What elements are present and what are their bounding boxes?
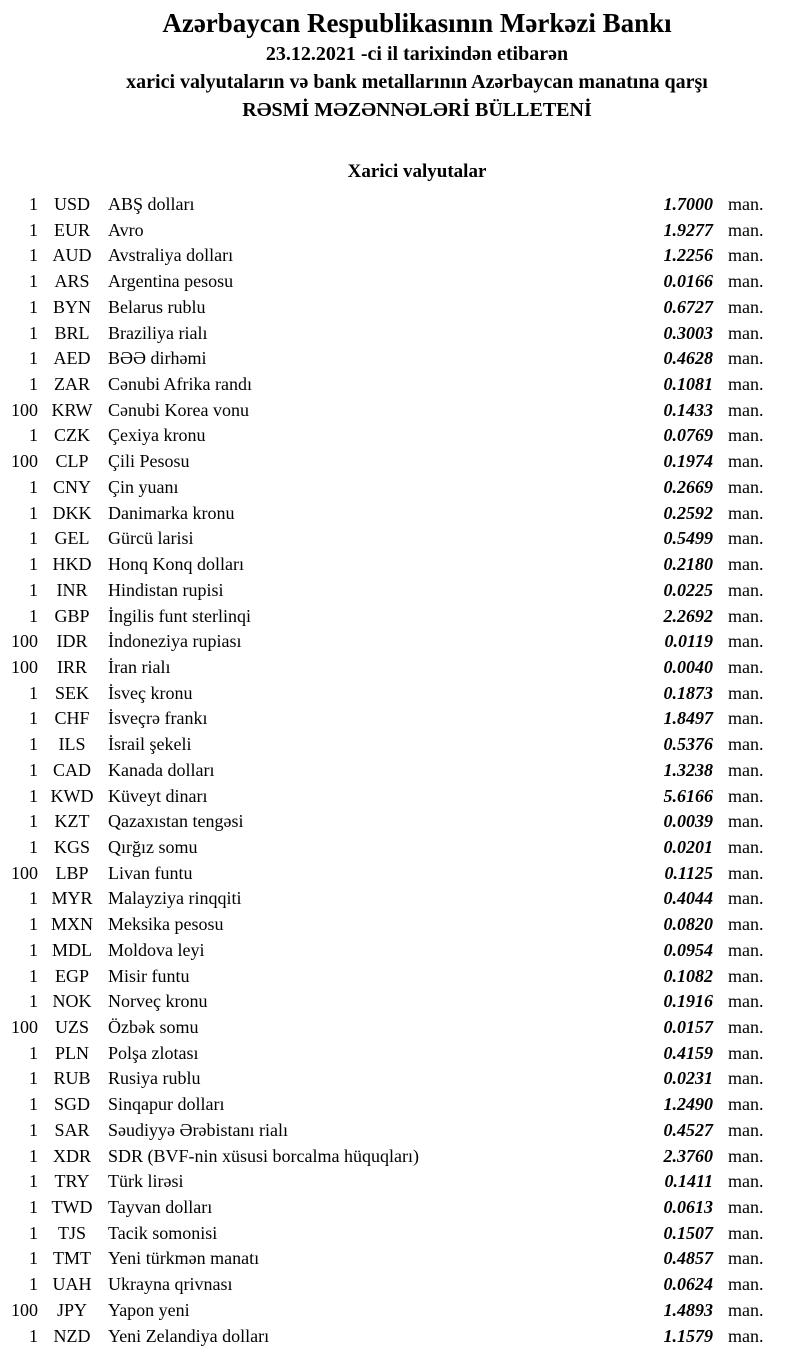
currency-name: Yeni Zelandiya dolları: [108, 1325, 270, 1346]
nominal-value: 1: [29, 682, 38, 703]
currency-name: Polşa zlotası: [108, 1042, 199, 1063]
nominal-value: 1: [29, 836, 38, 857]
rate-unit: man.: [728, 399, 764, 420]
nominal-value: 100: [11, 1017, 38, 1037]
rate-value: 0.0201: [663, 836, 713, 857]
nominal-value: 1: [29, 579, 38, 600]
currency-code: SAR: [54, 1119, 90, 1140]
rate-row: [0, 552, 800, 578]
rate-value: 1.8497: [663, 708, 713, 729]
currency-code: USD: [53, 194, 90, 214]
currency-name: Avstraliya dolları: [108, 245, 234, 266]
currency-name: Tayvan dolları: [108, 1197, 213, 1218]
nominal-value: 1: [29, 374, 38, 395]
rate-value: 0.0769: [663, 425, 713, 446]
nominal-value: 1: [29, 1325, 38, 1346]
rate-unit: man.: [728, 656, 764, 677]
rate-unit: man.: [728, 708, 764, 729]
rate-row: [0, 218, 800, 244]
currency-code: NOK: [52, 991, 92, 1012]
rate-unit: man.: [728, 1042, 764, 1063]
currency-code: BYN: [52, 296, 91, 317]
currency-name: Norveç kronu: [108, 991, 208, 1012]
rate-value: 0.4527: [663, 1119, 713, 1140]
rate-value: 1.2256: [663, 245, 713, 266]
currency-code: KRW: [51, 399, 93, 420]
currency-code: ILS: [58, 734, 86, 755]
currency-code: TWD: [51, 1197, 93, 1218]
rate-unit: man.: [728, 836, 764, 857]
nominal-value: 1: [29, 322, 38, 343]
nominal-value: 1: [29, 425, 38, 446]
rate-row: [0, 989, 800, 1015]
currency-code: CLP: [55, 451, 89, 472]
currency-code: CZK: [54, 425, 90, 446]
rate-row: [0, 243, 800, 269]
rate-row: [0, 1041, 800, 1067]
rate-value: 0.0954: [663, 939, 713, 960]
currency-name: ABŞ dolları: [108, 194, 195, 214]
rate-row: [0, 372, 800, 398]
nominal-value: 1: [29, 914, 38, 935]
rate-unit: man.: [728, 322, 764, 343]
rate-row: [0, 861, 800, 887]
nominal-value: 100: [11, 451, 38, 472]
rate-unit: man.: [728, 554, 764, 575]
rate-value: 0.4044: [663, 888, 713, 909]
currency-name: Hindistan rupisi: [108, 579, 224, 600]
bank-title: Azərbaycan Respublikasının Mərkəzi Bankı: [162, 8, 672, 38]
rate-unit: man.: [728, 1119, 764, 1140]
currency-name: Kanada dolları: [108, 759, 215, 780]
currency-name: Meksika pesosu: [108, 914, 224, 935]
rate-unit: man.: [728, 1299, 764, 1320]
rate-value: 0.0613: [663, 1197, 713, 1218]
rate-value: 0.0039: [663, 811, 713, 832]
rate-row: [0, 269, 800, 295]
currency-name: SDR (BVF-nin xüsusi borcalma hüquqları): [108, 1145, 419, 1166]
currency-name: İsveçrə frankı: [108, 708, 208, 729]
currency-code: KZT: [54, 811, 90, 832]
nominal-value: 1: [29, 194, 38, 214]
nominal-value: 100: [11, 631, 38, 652]
currency-code: KGS: [53, 836, 90, 857]
currency-code: CAD: [52, 759, 91, 780]
nominal-value: 1: [29, 1068, 38, 1089]
currency-name: Sinqapur dolları: [108, 1094, 225, 1115]
currency-code: CNY: [52, 476, 91, 497]
rate-row: [0, 1118, 800, 1144]
rate-row: [0, 192, 800, 218]
rate-row: [0, 784, 800, 810]
rate-value: 0.1916: [663, 991, 713, 1012]
rate-row: [0, 732, 800, 758]
rate-value: 0.1081: [663, 374, 713, 395]
rate-unit: man.: [728, 1094, 764, 1115]
currency-name: Belarus rublu: [108, 296, 206, 317]
currency-code: AUD: [52, 245, 92, 266]
document-header: [0, 0, 800, 124]
rate-value: 0.6727: [663, 296, 713, 317]
rate-row: [0, 321, 800, 347]
rate-value: 0.1125: [664, 862, 713, 883]
nominal-value: 1: [29, 1222, 38, 1243]
currency-name: Yapon yeni: [108, 1299, 190, 1320]
nominal-value: 1: [29, 759, 38, 780]
nominal-value: 1: [29, 785, 38, 806]
currency-code: IDR: [56, 631, 88, 652]
rate-row: [0, 526, 800, 552]
rate-unit: man.: [728, 528, 764, 549]
rate-row: [0, 912, 800, 938]
rate-unit: man.: [728, 425, 764, 446]
rate-unit: man.: [728, 965, 764, 986]
rate-value: 5.6166: [663, 785, 713, 806]
rate-row: [0, 1298, 800, 1324]
subject-line: xarici valyutaların və bank metallarının Azərbaycan manatına qarşı: [126, 71, 708, 93]
currency-code: SEK: [54, 682, 89, 703]
rate-row: [0, 835, 800, 861]
rate-unit: man.: [728, 631, 764, 652]
nominal-value: 100: [11, 1299, 38, 1320]
rate-unit: man.: [728, 1248, 764, 1269]
currency-code: BRL: [54, 322, 90, 343]
nominal-value: 100: [11, 399, 38, 420]
currency-code: MDL: [52, 939, 92, 960]
rate-value: 2.2692: [663, 605, 713, 626]
currency-name: Qırğız somu: [108, 836, 198, 857]
rate-row: [0, 629, 800, 655]
rate-value: 1.2490: [663, 1094, 713, 1115]
currency-name: Ukrayna qrivnası: [108, 1274, 233, 1295]
currency-name: İsrail şekeli: [108, 734, 192, 755]
currency-code: TMT: [53, 1248, 91, 1269]
currency-name: Malayziya rinqqiti: [108, 888, 242, 909]
currency-code: EUR: [54, 219, 90, 240]
rate-unit: man.: [728, 605, 764, 626]
rate-row: [0, 1246, 800, 1272]
rate-value: 0.0040: [663, 656, 713, 677]
currency-name: Tacik somonisi: [108, 1222, 218, 1243]
rate-unit: man.: [728, 271, 764, 292]
rate-unit: man.: [728, 734, 764, 755]
nominal-value: 1: [29, 1094, 38, 1115]
nominal-value: 1: [29, 811, 38, 832]
currency-code: GBP: [54, 605, 90, 626]
rate-value: 0.0157: [663, 1017, 713, 1037]
rate-row: [0, 501, 800, 527]
currency-code: ARS: [54, 271, 90, 292]
rate-unit: man.: [728, 811, 764, 832]
nominal-value: 1: [29, 965, 38, 986]
currency-code: MYR: [51, 888, 93, 909]
currency-name: Livan funtu: [108, 862, 193, 883]
rate-unit: man.: [728, 785, 764, 806]
rate-unit: man.: [728, 219, 764, 240]
currency-name: Səudiyyə Ərəbistanı rialı: [108, 1119, 288, 1140]
section-title-foreign-currencies: Xarici valyutalar: [347, 161, 487, 182]
rate-value: 2.3760: [663, 1145, 713, 1166]
currency-name: Misir funtu: [108, 965, 190, 986]
currency-name: Avro: [108, 219, 144, 240]
nominal-value: 1: [29, 1145, 38, 1166]
rate-value: 0.0225: [663, 579, 713, 600]
currency-name: İndoneziya rupiası: [108, 631, 242, 652]
nominal-value: 100: [11, 656, 38, 677]
currency-code: TJS: [57, 1222, 86, 1243]
nominal-value: 1: [29, 991, 38, 1012]
rate-value: 0.1873: [663, 682, 713, 703]
rate-unit: man.: [728, 1017, 764, 1037]
currency-code: IRR: [56, 656, 87, 677]
rate-row: [0, 1144, 800, 1170]
currency-name: Gürcü larisi: [108, 528, 194, 549]
rate-value: 0.2592: [663, 502, 713, 523]
rate-value: 0.3003: [663, 322, 713, 343]
rate-unit: man.: [728, 1325, 764, 1346]
nominal-value: 100: [11, 862, 38, 883]
rate-row: [0, 1195, 800, 1221]
nominal-value: 1: [29, 348, 38, 369]
rate-unit: man.: [728, 348, 764, 369]
rate-value: 0.4628: [663, 348, 713, 369]
nominal-value: 1: [29, 1119, 38, 1140]
currency-code: JPY: [56, 1299, 87, 1320]
currency-name: Honq Konq dolları: [108, 554, 244, 575]
nominal-value: 1: [29, 1171, 38, 1192]
rate-value: 0.1507: [663, 1222, 713, 1243]
rate-value: 1.3238: [663, 759, 713, 780]
currency-name: Cənubi Korea vonu: [108, 399, 249, 420]
rate-value: 1.7000: [663, 194, 713, 214]
rate-unit: man.: [728, 682, 764, 703]
nominal-value: 1: [29, 605, 38, 626]
rate-row: [0, 809, 800, 835]
rate-unit: man.: [728, 1197, 764, 1218]
rate-unit: man.: [728, 862, 764, 883]
currency-name: Argentina pesosu: [108, 271, 234, 292]
currency-name: Cənubi Afrika randı: [108, 374, 252, 395]
rate-value: 0.0231: [663, 1068, 713, 1089]
currency-code: SGD: [53, 1094, 90, 1115]
rate-unit: man.: [728, 476, 764, 497]
rate-unit: man.: [728, 502, 764, 523]
rate-unit: man.: [728, 991, 764, 1012]
rate-unit: man.: [728, 245, 764, 266]
currency-code: CHF: [54, 708, 90, 729]
rate-row: [0, 295, 800, 321]
currency-name: Çin yuanı: [108, 476, 179, 497]
rate-row: [0, 758, 800, 784]
rate-row: [0, 964, 800, 990]
rate-value: 0.1411: [664, 1171, 713, 1192]
rate-unit: man.: [728, 939, 764, 960]
rate-row: [0, 886, 800, 912]
currency-name: Çexiya kronu: [108, 425, 206, 446]
rate-value: 0.1974: [663, 451, 713, 472]
rate-unit: man.: [728, 194, 764, 214]
nominal-value: 1: [29, 476, 38, 497]
rate-unit: man.: [728, 759, 764, 780]
currency-code: AED: [53, 348, 91, 369]
nominal-value: 1: [29, 939, 38, 960]
currency-name: İran rialı: [108, 656, 171, 677]
nominal-value: 1: [29, 219, 38, 240]
effective-date-line: 23.12.2021 -ci il tarixindən etibarən: [265, 43, 569, 65]
currency-code: XDR: [52, 1145, 91, 1166]
rate-unit: man.: [728, 374, 764, 395]
nominal-value: 1: [29, 1274, 38, 1295]
rate-row: [0, 1169, 800, 1195]
rate-value: 0.0166: [663, 271, 713, 292]
currency-name: İngilis funt sterlinqi: [108, 605, 251, 626]
nominal-value: 1: [29, 1248, 38, 1269]
rate-row: [0, 1221, 800, 1247]
rate-row: [0, 655, 800, 681]
currency-code: PLN: [54, 1042, 89, 1063]
nominal-value: 1: [29, 734, 38, 755]
nominal-value: 1: [29, 554, 38, 575]
currency-name: Rusiya rublu: [108, 1068, 201, 1089]
rate-row: [0, 938, 800, 964]
rate-value: 0.1082: [663, 965, 713, 986]
currency-code: HKD: [52, 554, 92, 575]
rate-row: [0, 604, 800, 630]
currency-name: Braziliya rialı: [108, 322, 208, 343]
rate-value: 0.4159: [663, 1042, 713, 1063]
rate-row: [0, 449, 800, 475]
rate-value: 0.0624: [663, 1274, 713, 1295]
rate-value: 0.2669: [663, 476, 713, 497]
rate-unit: man.: [728, 1068, 764, 1089]
currency-code: KWD: [50, 785, 94, 806]
rate-unit: man.: [728, 579, 764, 600]
rate-value: 0.4857: [663, 1248, 713, 1269]
currency-code: NZD: [53, 1325, 91, 1346]
rate-row: [0, 706, 800, 732]
nominal-value: 1: [29, 708, 38, 729]
currency-name: Qazaxıstan tengəsi: [108, 811, 244, 832]
currency-name: Yeni türkmən manatı: [108, 1248, 260, 1269]
currency-code: MXN: [50, 914, 93, 935]
rate-row: [0, 346, 800, 372]
rate-unit: man.: [728, 1222, 764, 1243]
currency-code: DKK: [52, 502, 92, 523]
rate-value: 0.2180: [663, 554, 713, 575]
rate-value: 1.1579: [663, 1325, 713, 1346]
rate-row: [0, 1015, 800, 1041]
bulletin-title: RƏSMİ MƏZƏNNƏLƏRİ BÜLLETENİ: [242, 99, 592, 121]
currency-code: UAH: [52, 1274, 92, 1295]
nominal-value: 1: [29, 245, 38, 266]
currency-code: ZAR: [54, 374, 90, 395]
rate-unit: man.: [728, 914, 764, 935]
currency-name: Küveyt dinarı: [108, 785, 208, 806]
currency-name: BƏƏ dirhəmi: [108, 348, 207, 369]
currency-name: İsveç kronu: [108, 682, 193, 703]
currency-name: Özbək somu: [108, 1017, 199, 1037]
rate-unit: man.: [728, 1274, 764, 1295]
rate-unit: man.: [728, 451, 764, 472]
rate-value: 0.0119: [664, 631, 713, 652]
rate-unit: man.: [728, 296, 764, 317]
currency-name: Moldova leyi: [108, 939, 205, 960]
rate-row: [0, 1092, 800, 1118]
nominal-value: 1: [29, 528, 38, 549]
currency-name: Türk lirəsi: [108, 1171, 184, 1192]
nominal-value: 1: [29, 296, 38, 317]
rate-row: [0, 1324, 800, 1350]
currency-code: TRY: [54, 1171, 90, 1192]
rate-row: [0, 681, 800, 707]
rate-value: 0.1433: [663, 399, 713, 420]
rate-row: [0, 423, 800, 449]
currency-code: EGP: [54, 965, 89, 986]
rate-row: [0, 398, 800, 424]
nominal-value: 1: [29, 502, 38, 523]
rate-row: [0, 475, 800, 501]
nominal-value: 1: [29, 888, 38, 909]
nominal-value: 1: [29, 1197, 38, 1218]
rate-row: [0, 578, 800, 604]
nominal-value: 1: [29, 1042, 38, 1063]
currency-code: LBP: [55, 862, 89, 883]
rate-value: 1.9277: [663, 219, 713, 240]
currency-code: GEL: [54, 528, 90, 549]
currency-code: UZS: [54, 1017, 89, 1037]
nominal-value: 1: [29, 271, 38, 292]
rate-value: 0.5376: [663, 734, 713, 755]
currency-code: RUB: [53, 1068, 91, 1089]
rate-unit: man.: [728, 888, 764, 909]
rate-value: 1.4893: [663, 1299, 713, 1320]
rate-row: [0, 1066, 800, 1092]
rate-row: [0, 1272, 800, 1298]
rate-value: 0.0820: [663, 914, 713, 935]
currency-code: INR: [56, 579, 88, 600]
currency-name: Çili Pesosu: [108, 451, 190, 472]
rate-unit: man.: [728, 1171, 764, 1192]
rate-value: 0.5499: [663, 528, 713, 549]
exchange-rates-table: [0, 192, 800, 1349]
rate-unit: man.: [728, 1145, 764, 1166]
currency-name: Danimarka kronu: [108, 502, 235, 523]
